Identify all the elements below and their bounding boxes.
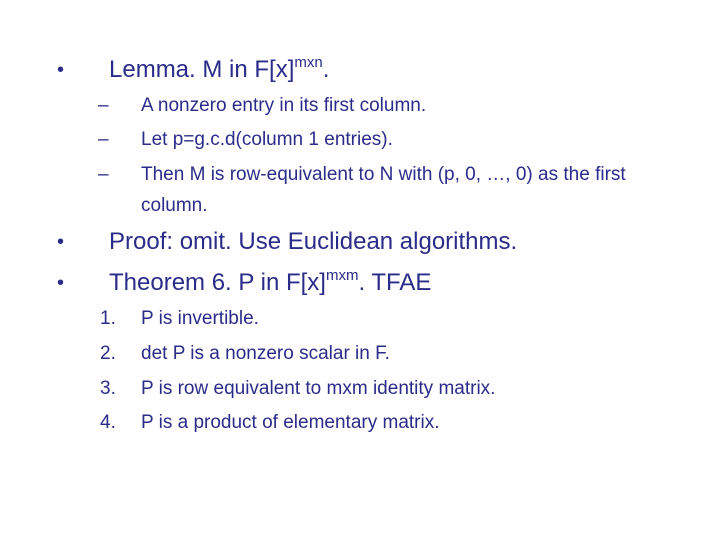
proof-text: Proof: omit. Use Euclidean algorithms. — [109, 228, 518, 255]
dash-marker: – — [98, 164, 109, 185]
number-marker: 4. — [100, 412, 116, 433]
lemma-heading-superscript: mxn — [294, 54, 323, 71]
theorem-item-text: P is a product of elementary matrix. — [141, 412, 440, 433]
theorem-item-text: P is invertible. — [141, 308, 259, 329]
number-marker: 3. — [100, 378, 116, 399]
theorem-heading — [109, 263, 431, 303]
lemma-item-text: A nonzero entry in its first column. — [141, 95, 427, 116]
lemma-heading-tail: . — [322, 56, 330, 83]
number-marker: 2. — [100, 343, 116, 364]
theorem-item-text: det P is a nonzero scalar in F. — [141, 343, 390, 364]
lemma-heading — [109, 50, 329, 90]
dash-marker: – — [98, 129, 109, 150]
theorem-item-text: P is row equivalent to mxm identity matrix. — [141, 378, 496, 399]
dash-marker: – — [98, 95, 109, 116]
theorem-bullet — [0, 263, 720, 303]
number-marker: 1. — [100, 308, 116, 329]
theorem-heading-main: Theorem 6. P in F[x] — [109, 269, 326, 296]
lemma-item-text: Let p=g.c.d(column 1 entries). — [141, 129, 393, 150]
lemma-item-text: Then M is row-equivalent to N with (p, 0, …, 0) as the first column. — [141, 164, 626, 216]
lemma-heading-main: Lemma. M in F[x] — [109, 56, 295, 83]
proof-bullet — [0, 222, 720, 262]
theorem-heading-superscript: mxm — [325, 267, 359, 284]
bullet-dot: • — [57, 272, 65, 294]
bullet-dot: • — [57, 59, 65, 81]
bullet-dot: • — [57, 231, 65, 253]
theorem-heading-tail: . TFAE — [358, 269, 432, 296]
lemma-bullet — [0, 50, 720, 90]
